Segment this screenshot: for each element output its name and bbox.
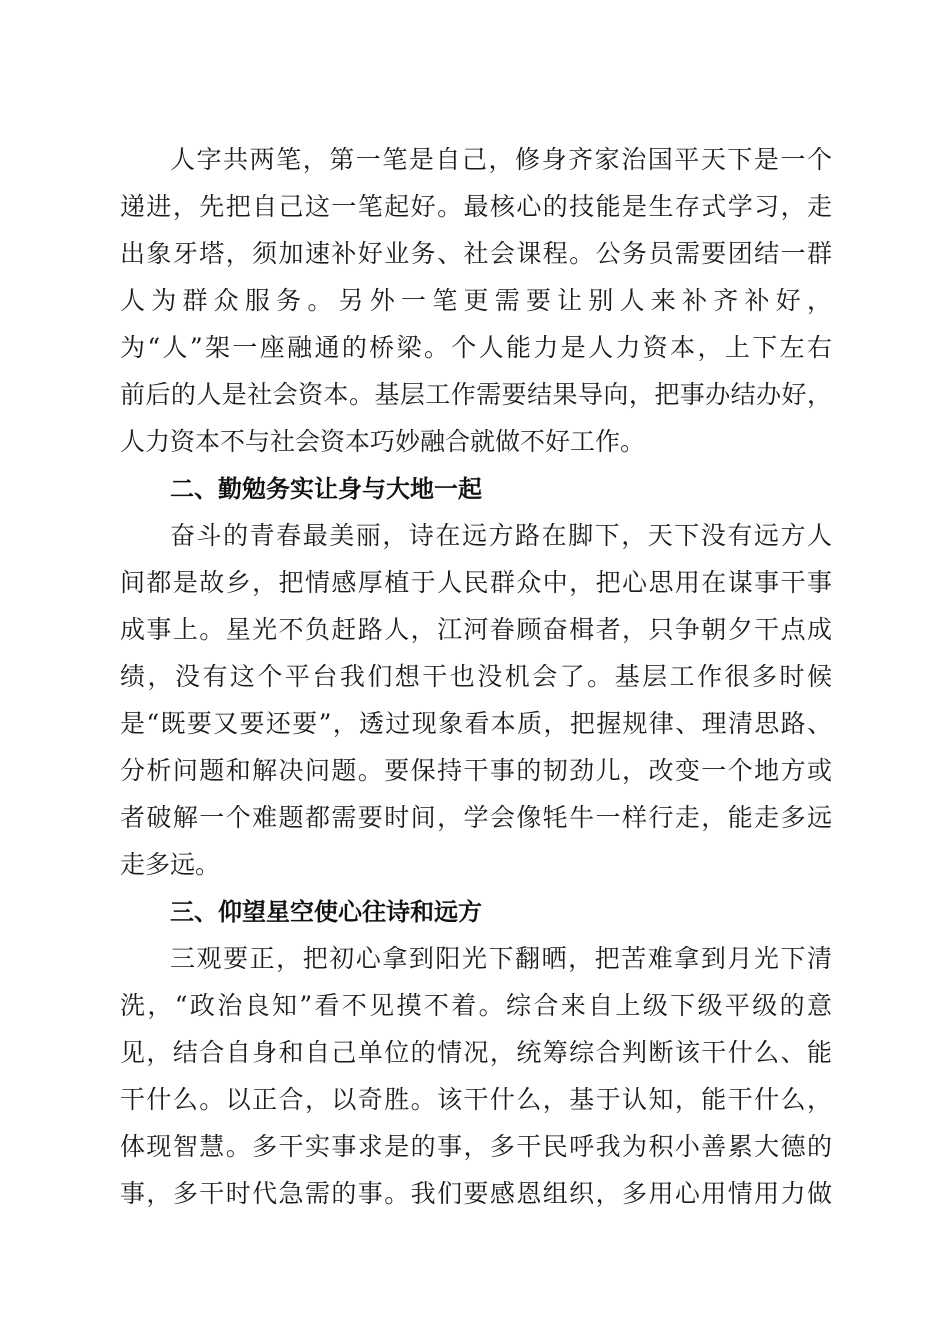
paragraph-line: 人为群众服务。另外一笔更需要让别人来补齐补好， — [120, 286, 832, 315]
paragraph-line: 绩，没有这个平台我们想干也没机会了。基层工作很多时候 — [120, 662, 832, 691]
paragraph-line: 干什么。以正合，以奇胜。该干什么，基于认知，能干什么， — [120, 1085, 832, 1114]
paragraph-line: 三观要正，把初心拿到阳光下翻晒，把苦难拿到月光下清 — [170, 944, 832, 973]
paragraph-line: 分析问题和解决问题。要保持干事的韧劲儿，改变一个地方或 — [120, 756, 832, 785]
paragraph-line: 者破解一个难题都需要时间，学会像牦牛一样行走，能走多远 — [120, 803, 832, 832]
paragraph-line: 体现智慧。多干实事求是的事，多干民呼我为积小善累大德的 — [120, 1132, 832, 1161]
section-heading: 三、仰望星空使心往诗和远方 — [170, 898, 482, 926]
section-heading: 二、勤勉务实让身与大地一起 — [170, 475, 482, 503]
paragraph-line: 为“人”架一座融通的桥梁。个人能力是人力资本，上下左右 — [120, 333, 832, 362]
paragraph-line: 见，结合自身和自己单位的情况，统筹综合判断该干什么、能 — [120, 1038, 832, 1067]
paragraph-line: 洗，“政治良知”看不见摸不着。综合来自上级下级平级的意 — [120, 991, 832, 1020]
paragraph-line: 走多远。 — [120, 850, 221, 879]
paragraph-line: 递进，先把自己这一笔起好。最核心的技能是生存式学习，走 — [120, 192, 832, 221]
paragraph-line: 成事上。星光不负赶路人，江河眷顾奋楫者，只争朝夕干点成 — [120, 615, 832, 644]
paragraph-line: 人力资本不与社会资本巧妙融合就做不好工作。 — [120, 427, 646, 456]
paragraph-line: 出象牙塔，须加速补好业务、社会课程。公务员需要团结一群 — [120, 239, 832, 268]
paragraph-line: 是“既要又要还要”，透过现象看本质，把握规律、理清思路、 — [120, 709, 832, 738]
paragraph-line: 事，多干时代急需的事。我们要感恩组织，多用心用情用力做 — [120, 1179, 832, 1208]
paragraph-line: 间都是故乡，把情感厚植于人民群众中，把心思用在谋事干事 — [120, 568, 832, 597]
paragraph-line: 人字共两笔，第一笔是自己，修身齐家治国平天下是一个 — [170, 145, 832, 174]
paragraph-line: 奋斗的青春最美丽，诗在远方路在脚下，天下没有远方人 — [170, 521, 832, 550]
paragraph-line: 前后的人是社会资本。基层工作需要结果导向，把事办结办好， — [120, 380, 832, 409]
